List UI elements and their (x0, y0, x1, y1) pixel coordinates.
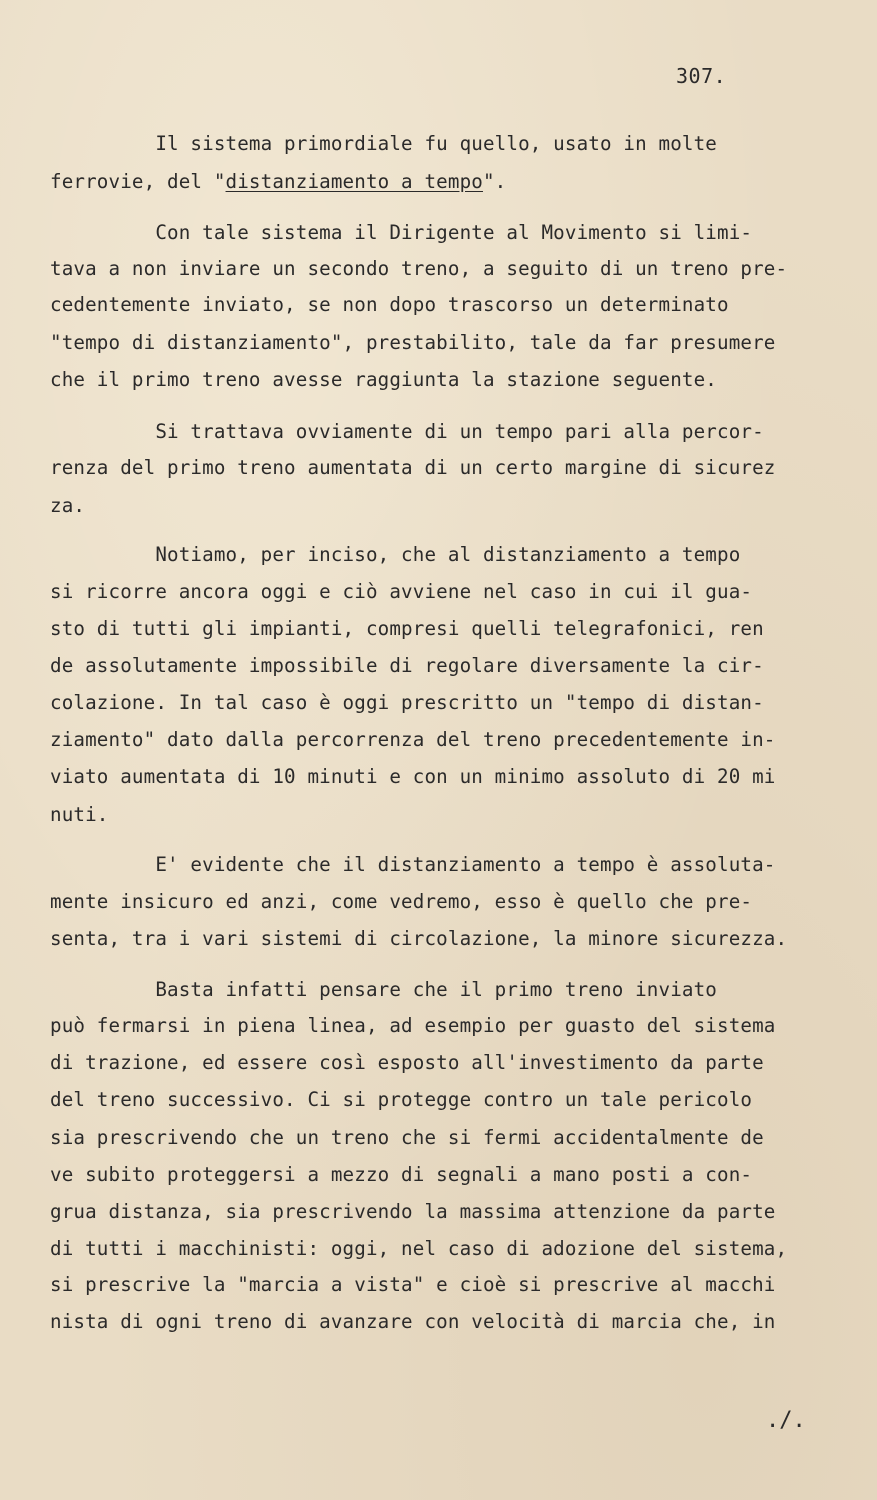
text-line: viato aumentata di 10 minuti e con un minimo assoluto di 20 mi (50, 765, 776, 788)
text-line: ziamento" dato dalla percorrenza del treno precedentemente in- (50, 728, 776, 751)
text-line: cedentemente inviato, se non dopo trascorso un determinato (50, 293, 729, 316)
text-line-content (50, 170, 506, 193)
continuation-mark: ./. (766, 1408, 806, 1433)
text-line: del treno successivo. Ci si protegge contro un tale pericolo (50, 1088, 753, 1111)
text-line: si prescrive la "marcia a vista" e cioè si prescrive al macchi (50, 1273, 776, 1296)
text-line: colazione. In tal caso è oggi prescritto un "tempo di distan- (50, 691, 764, 714)
text-line: Notiamo, per inciso, che al distanziamento a tempo (50, 543, 741, 566)
text-line: di trazione, ed essere così esposto all'investimento da parte (50, 1051, 764, 1074)
text-line: renza del primo treno aumentata di un certo margine di sicurez (50, 456, 776, 479)
text-line: za. (50, 494, 86, 517)
text-line: di tutti i macchinisti: oggi, nel caso di adozione del sistema, (50, 1237, 788, 1260)
text-line: si ricorre ancora oggi e ciò avviene nel caso in cui il gua- (50, 580, 753, 603)
text-line: Con tale sistema il Dirigente al Movimento si limi- (50, 221, 753, 244)
text-line: senta, tra i vari sistemi di circolazione, la minore sicurezza. (50, 927, 788, 950)
text-line: de assolutamente impossibile di regolare diversamente la cir- (50, 654, 764, 677)
text-line: che il primo treno avesse raggiunta la stazione seguente. (50, 368, 718, 391)
underlined-term: distanziamento a tempo (225, 170, 483, 193)
text-line (50, 170, 506, 194)
text-line: grua distanza, sia prescrivendo la massima attenzione da parte (50, 1200, 776, 1223)
text-line: Basta infatti pensare che il primo treno inviato (50, 978, 718, 1001)
text-line: può fermarsi in piena linea, ad esempio per guasto del sistema (50, 1014, 776, 1037)
text-line: mente insicuro ed anzi, come vedremo, esso è quello che pre- (50, 890, 753, 913)
text-line: nuti. (50, 803, 109, 826)
text-line: E' evidente che il distanziamento a tempo è assoluta- (50, 853, 776, 876)
text-line: nista di ogni treno di avanzare con velocità di marcia che, in (50, 1310, 776, 1333)
text-line: Il sistema primordiale fu quello, usato in molte (50, 132, 718, 155)
text-line: tava a non inviare un secondo treno, a seguito di un treno pre- (50, 257, 788, 280)
text-line: ve subito proteggersi a mezzo di segnali a mano posti a con- (50, 1163, 753, 1186)
text-line: sto di tutti gli impianti, compresi quelli telegrafonici, ren (50, 617, 764, 640)
page-number: 307. (676, 64, 727, 88)
text-line: Si trattava ovviamente di un tempo pari alla percor- (50, 420, 764, 443)
text-line: "tempo di distanziamento", prestabilito, tale da far presumere (50, 331, 776, 354)
text-segment: ferrovie, del " (50, 170, 226, 193)
text-line: sia prescrivendo che un treno che si fermi accidentalmente de (50, 1126, 764, 1149)
text-segment: ". (482, 170, 507, 193)
